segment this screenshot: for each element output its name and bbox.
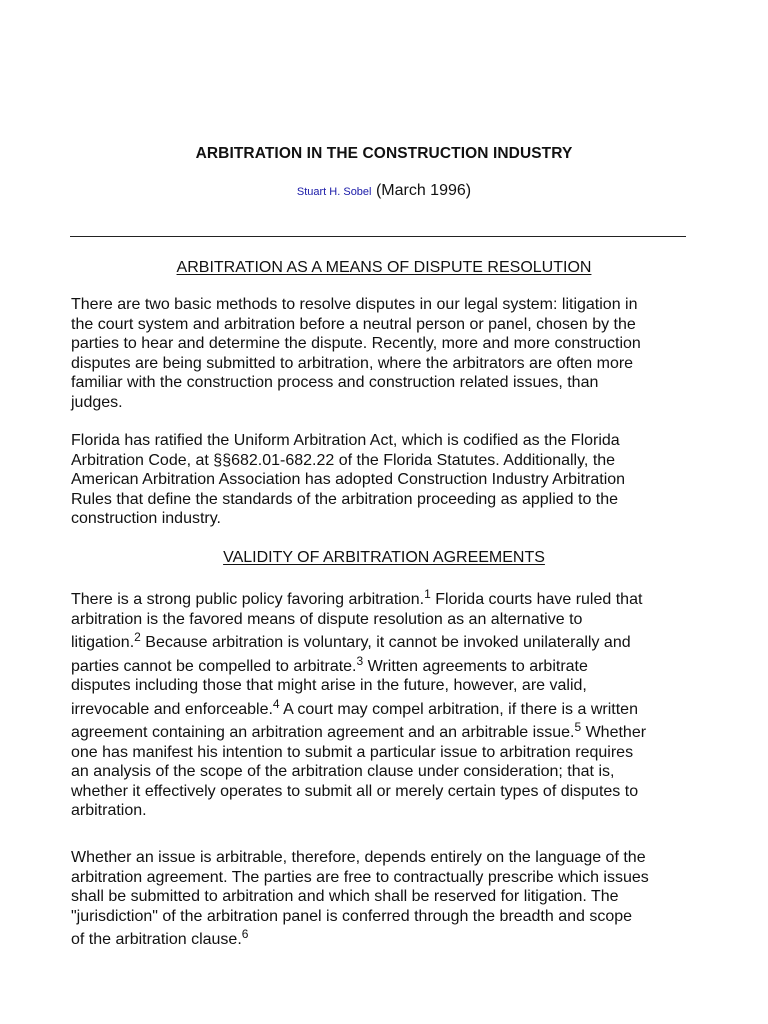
text-run: of the arbitration clause. (71, 931, 242, 948)
text-run: litigation. (71, 634, 135, 651)
paragraph-line: judges. (71, 393, 123, 411)
paragraph-line: American Arbitration Association has adopted Construction Industry Arbitration (71, 471, 626, 488)
text-run: There is a strong public policy favoring arbitration. (71, 591, 425, 608)
byline (0, 182, 768, 200)
text-run: A court may compel arbitration, if there is a written (279, 700, 638, 718)
text-run: irrevocable and enforceable. (71, 700, 273, 718)
paragraph-line: Florida has ratified the Uniform Arbitration Act, which is codified as the Florida (71, 432, 620, 449)
paragraph-line (71, 719, 691, 743)
footnote-ref-1[interactable]: 1 (424, 587, 431, 601)
paragraph-line (71, 586, 691, 610)
paragraph-line: Rules that define the standards of the arbitration proceeding as applied to the (71, 490, 619, 508)
paragraph-line: disputes including those that might arise in the future, however, are valid, (71, 677, 587, 694)
paragraph-line: whether it effectively operates to submit all or merely certain types of disputes to (71, 782, 639, 800)
paragraph-arbitrable-issue (71, 848, 691, 950)
paragraph-line: "jurisdiction" of the arbitration panel is conferred through the breadth and scope (71, 907, 633, 925)
paragraph-line: the court system and arbitration before a neutral person or panel, chosen by the (71, 315, 636, 333)
paragraph-line: arbitration. (71, 802, 147, 819)
footnote-ref-2[interactable]: 2 (134, 630, 141, 644)
document-title: ARBITRATION IN THE CONSTRUCTION INDUSTRY (195, 145, 573, 162)
paragraph-line: Arbitration Code, at §§682.01-682.22 of the Florida Statutes. Additionally, the (71, 451, 616, 469)
paragraph-line (71, 926, 691, 950)
horizontal-rule (70, 236, 686, 237)
paragraph-line: Whether an issue is arbitrable, therefore, depends entirely on the language of the (71, 849, 646, 866)
paragraph-line (71, 629, 691, 653)
footnote-ref-3[interactable]: 3 (356, 653, 364, 668)
paragraph-line: arbitration is the favored means of dispute resolution as an alternative to (71, 610, 583, 628)
paragraph-line: parties to hear and determine the dispute. Recently, more and more construction (71, 335, 641, 352)
paragraph-line: arbitration agreement. The parties are free to contractually prescribe which issues (71, 868, 649, 886)
author-link[interactable]: Stuart H. Sobel (296, 186, 372, 198)
paragraph-line: disputes are being submitted to arbitration, where the arbitrators are often more (71, 354, 634, 372)
text-run: agreement containing an arbitration agreement and an arbitrable issue. (71, 724, 575, 741)
text-run: Because arbitration is voluntary, it cannot be invoked unilaterally and (140, 634, 631, 651)
text-run: parties cannot be compelled to arbitrate. (71, 657, 357, 675)
text-run: Written agreements to arbitrate (363, 657, 588, 675)
paragraph-line: There are two basic methods to resolve disputes in our legal system: litigation in (71, 296, 638, 313)
paragraph-line: an analysis of the scope of the arbitration clause under consideration; that is, (71, 763, 615, 780)
text-run: Florida courts have ruled that (430, 591, 643, 608)
paragraph-line: familiar with the construction process and construction related issues, than (71, 374, 599, 391)
text-run: Whether (581, 724, 647, 741)
paragraph-line: one has manifest his intention to submit a particular issue to arbitration requires (71, 743, 634, 761)
paragraph-line: construction industry. (71, 510, 221, 527)
section-heading-dispute-resolution: ARBITRATION AS A MEANS OF DISPUTE RESOLUTION (176, 259, 592, 276)
paragraph-basic-methods (71, 295, 691, 412)
paragraph-public-policy (71, 586, 691, 821)
paragraph-line (71, 696, 691, 720)
footnote-ref-6[interactable]: 6 (241, 927, 249, 941)
footnote-ref-5[interactable]: 5 (574, 720, 582, 734)
paragraph-line (71, 653, 691, 677)
section-heading-validity: VALIDITY OF ARBITRATION AGREEMENTS (223, 549, 545, 566)
paragraph-florida-code (71, 431, 691, 529)
publication-date: (March 1996) (375, 182, 472, 199)
footnote-ref-4[interactable]: 4 (272, 696, 280, 711)
paragraph-line: shall be submitted to arbitration and which shall be reserved for litigation. The (71, 888, 619, 905)
